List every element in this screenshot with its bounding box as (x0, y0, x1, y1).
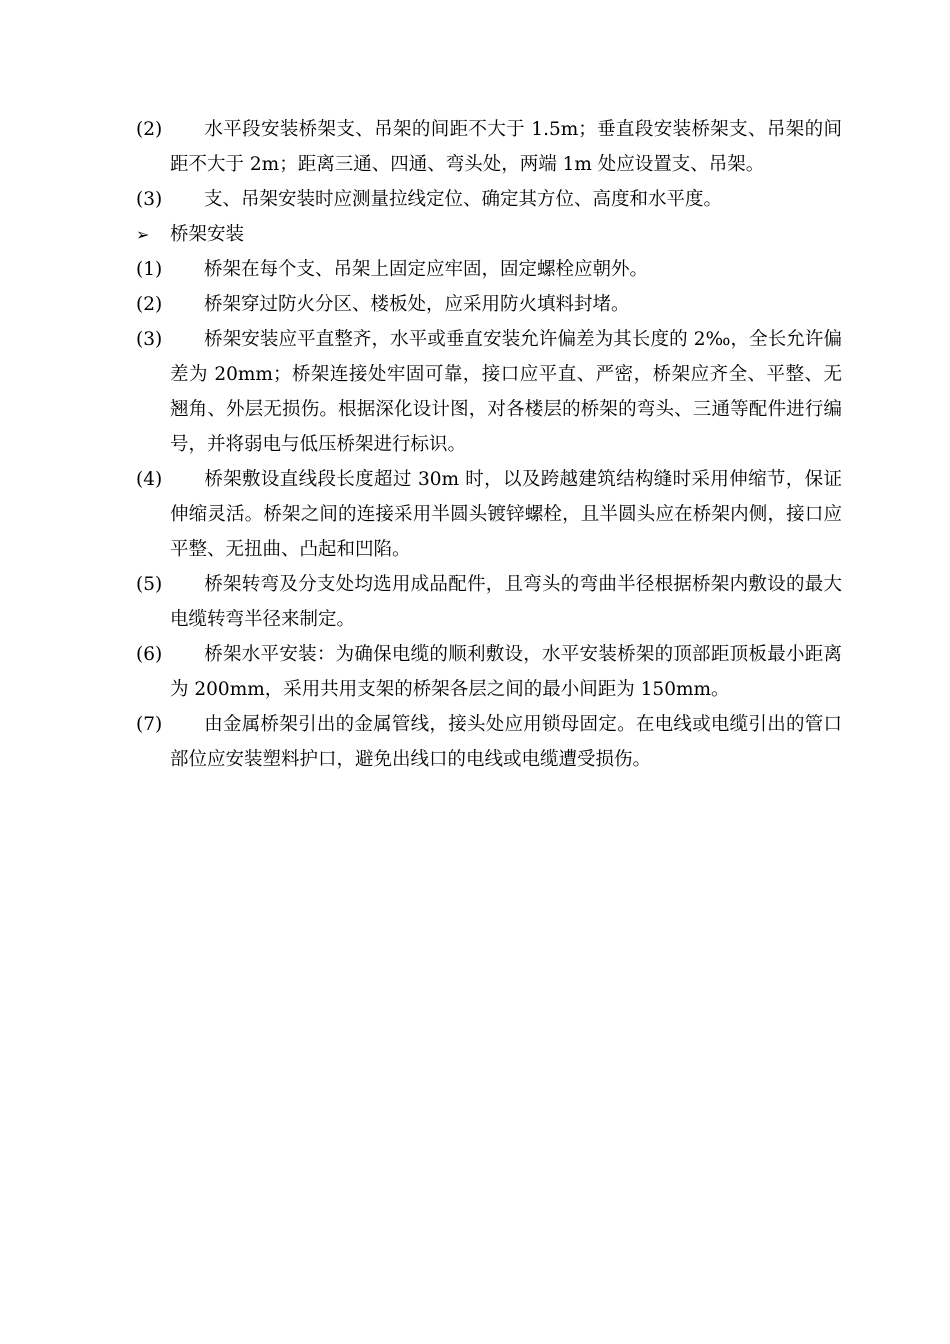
list-item (136, 252, 842, 287)
item-text: 桥架敷设直线段长度超过 30m 时，以及跨越建筑结构缝时采用伸缩节，保证伸缩灵活。桥架之间的连接采用半圆头镀锌螺栓，且半圆头应在桥架内侧，接口应平整、无扭曲、凸起和凹陷。 (170, 469, 842, 560)
list-item (136, 287, 842, 322)
item-number: (7) (136, 714, 163, 735)
item-text: 桥架安装应平直整齐，水平或垂直安装允许偏差为其长度的 2‰，全长允许偏差为 20mm；桥架连接处牢固可靠，接口应平直、严密，桥架应齐全、平整、无翘角、外层无损伤。根据深化设计图，对各楼层的桥架的弯头、三通等配件进行编号，并将弱电与低压桥架进行标识。 (170, 329, 842, 455)
item-text: 桥架转弯及分支处均选用成品配件，且弯头的弯曲半径根据桥架内敷设的最大电缆转弯半径来制定。 (170, 574, 842, 630)
arrow-bullet-icon: ➢ (136, 225, 150, 244)
item-number: (4) (136, 469, 163, 490)
item-text: 桥架穿过防火分区、楼板处，应采用防火填料封堵。 (204, 294, 630, 315)
item-number: (3) (136, 329, 163, 350)
item-text: 水平段安装桥架支、吊架的间距不大于 1.5m；垂直段安装桥架支、吊架的间距不大于 2m；距离三通、四通、弯头处，两端 1m 处应设置支、吊架。 (170, 119, 842, 175)
list-item (136, 322, 842, 462)
item-text: 支、吊架安装时应测量拉线定位、确定其方位、高度和水平度。 (204, 189, 723, 210)
section-title: 桥架安装 (170, 224, 245, 245)
list-item (136, 462, 842, 567)
item-number: (1) (136, 259, 163, 280)
list-item (136, 637, 842, 707)
item-text: 桥架在每个支、吊架上固定应牢固，固定螺栓应朝外。 (204, 259, 649, 280)
list-item (136, 567, 842, 637)
list-item (136, 182, 842, 217)
section-heading (136, 217, 842, 252)
item-text: 由金属桥架引出的金属管线，接头处应用锁母固定。在电线或电缆引出的管口部位应安装塑料护口，避免出线口的电线或电缆遭受损伤。 (170, 714, 842, 770)
item-text: 桥架水平安装：为确保电缆的顺利敷设，水平安装桥架的顶部距顶板最小距离为 200mm，采用共用支架的桥架各层之间的最小间距为 150mm。 (170, 644, 842, 700)
item-number: (2) (136, 119, 163, 140)
item-number: (2) (136, 294, 163, 315)
item-number: (5) (136, 574, 163, 595)
list-item (136, 112, 842, 182)
item-number: (6) (136, 644, 163, 665)
document-body (136, 112, 842, 777)
item-number: (3) (136, 189, 163, 210)
list-item (136, 707, 842, 777)
